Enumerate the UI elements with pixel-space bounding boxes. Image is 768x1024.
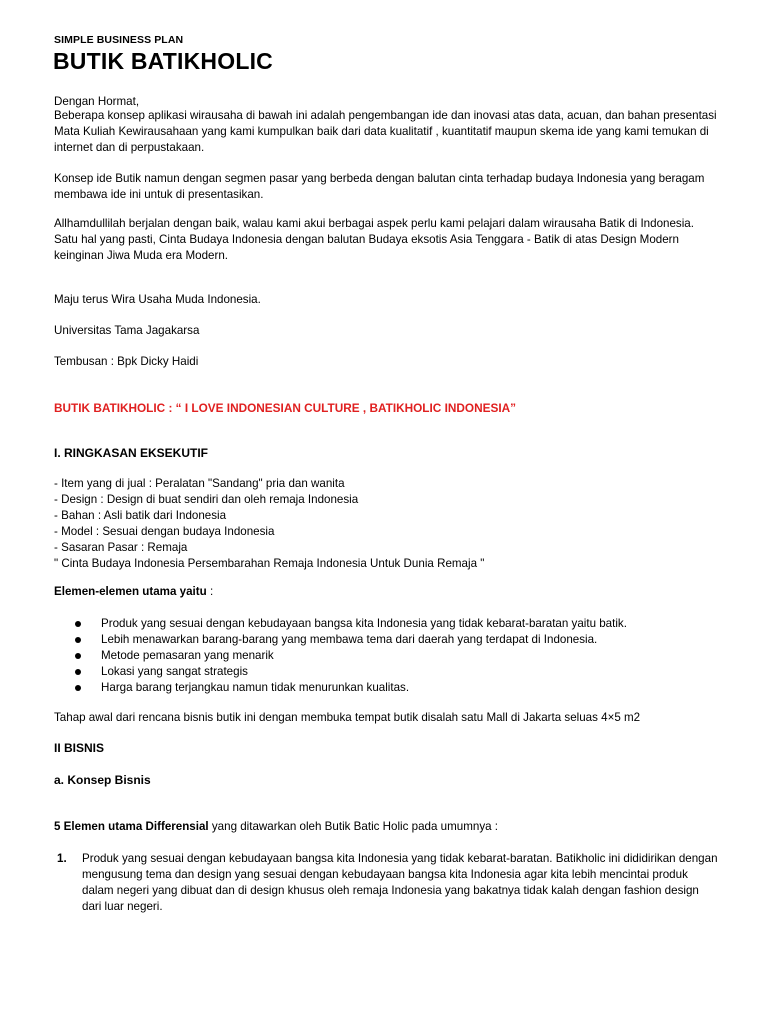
summary-item: - Item yang di jual : Peralatan "Sandang" pria dan wanita	[54, 477, 345, 490]
bullet-dot-icon	[75, 621, 81, 627]
bullet-text: Lebih menawarkan barang-barang yang membawa tema dari daerah yang terdapat di Indonesia.	[101, 633, 598, 646]
summary-item: - Model : Sesuai dengan budaya Indonesia	[54, 525, 275, 538]
paragraph-line: Konsep ide Butik namun dengan segmen pasar yang berbeda dengan balutan cinta terhadap budaya Indonesia yang beragam	[54, 172, 705, 185]
summary-item: - Sasaran Pasar : Remaja	[54, 541, 188, 554]
paragraph-line: membawa ide ini untuk di presentasikan.	[54, 188, 264, 201]
bullet-item	[73, 680, 627, 696]
bullet-item	[73, 616, 627, 632]
section-2-heading: II BISNIS	[54, 741, 105, 755]
item-line: Produk yang sesuai dengan kebudayaan bangsa kita Indonesia yang tidak kebarat-baratan. Batikholic ini dididirikan dengan	[82, 852, 718, 865]
differensial-line	[54, 819, 498, 835]
item-line: mengusung tema dan design yang sesuai dengan kebudayaan bangsa kita Indonesia agar kita lebih mencintai produk	[82, 868, 688, 881]
bullet-dot-icon	[75, 637, 81, 643]
paragraph-line: keinginan Jiwa Muda era Modern.	[54, 249, 229, 262]
bullet-text: Metode pemasaran yang menarik	[101, 649, 274, 662]
tagline: BUTIK BATIKHOLIC : “ I LOVE INDONESIAN CULTURE , BATIKHOLIC INDONESIA”	[54, 401, 517, 415]
bullet-item	[73, 648, 627, 664]
item-number: 1.	[57, 852, 67, 865]
bullet-item	[73, 632, 627, 648]
intro-paragraph-2	[54, 171, 722, 203]
numbered-item	[57, 851, 722, 915]
summary-item: " Cinta Budaya Indonesia Persembarahan Remaja Indonesia Untuk Dunia Remaja "	[54, 557, 485, 570]
paragraph-line: Mata Kuliah Kewirausahaan yang kami kumpulkan baik dari data kualitatif , kuantitatif maupun skema ide yang kami temukan di	[54, 125, 709, 138]
bullet-dot-icon	[75, 685, 81, 691]
elements-bullet-list	[73, 616, 627, 696]
item-line: dalam negeri yang dibuat dan di design khusus oleh remaja Indonesia yang bakatnya tidak kalah dengan fashion design	[82, 884, 699, 897]
elements-label: Elemen-elemen utama yaitu	[54, 585, 207, 598]
section-1-heading: I. RINGKASAN EKSEKUTIF	[54, 446, 209, 460]
greeting: Dengan Hormat,	[54, 95, 140, 108]
bullet-text: Harga barang terjangkau namun tidak menurunkan kualitas.	[101, 681, 410, 694]
bullet-dot-icon	[75, 669, 81, 675]
summary-list	[54, 476, 484, 572]
section-2-subheading: a. Konsep Bisnis	[54, 773, 151, 787]
differensial-label: 5 Elemen utama Differensial	[54, 820, 209, 833]
document-kicker: SIMPLE BUSINESS PLAN	[54, 34, 184, 46]
intro-paragraph-1	[54, 108, 722, 156]
cc-line: Tembusan : Bpk Dicky Haidi	[54, 355, 199, 368]
item-text	[82, 851, 722, 915]
paragraph-line: Allhamdullilah berjalan dengan baik, walau kami akui berbagai aspek perlu kami pelajari dalam wirausaha Batik di Indonesia.	[54, 217, 694, 230]
item-line: dari luar negeri.	[82, 900, 163, 913]
paragraph-line: Satu hal yang pasti, Cinta Budaya Indonesia dengan balutan Budaya eksotis Asia Tenggara - Batik di atas Design Modern	[54, 233, 679, 246]
closing-line: Maju terus Wira Usaha Muda Indonesia.	[54, 293, 261, 306]
plan-line: Tahap awal dari rencana bisnis butik ini dengan membuka tempat butik disalah satu Mall di Jakarta seluas 4×5 m2	[54, 711, 641, 724]
intro-paragraph-3	[54, 216, 722, 264]
summary-item: - Bahan : Asli batik dari Indonesia	[54, 509, 227, 522]
university-line: Universitas Tama Jagakarsa	[54, 324, 200, 337]
paragraph-line: internet dan di perpustakaan.	[54, 141, 205, 154]
elements-label-line	[54, 584, 213, 600]
elements-suffix: :	[206, 585, 214, 598]
bullet-text: Produk yang sesuai dengan kebudayaan bangsa kita Indonesia yang tidak kebarat-baratan yaitu batik.	[101, 617, 627, 630]
differensial-suffix: yang ditawarkan oleh Butik Batic Holic pada umumnya :	[208, 820, 499, 833]
paragraph-line: Beberapa konsep aplikasi wirausaha di bawah ini adalah pengembangan ide dan inovasi atas data, acuan, dan bahan presentasi	[54, 109, 717, 122]
bullet-item	[73, 664, 627, 680]
document-title: BUTIK BATIKHOLIC	[53, 48, 273, 74]
bullet-text: Lokasi yang sangat strategis	[101, 665, 248, 678]
summary-item: - Design : Design di buat sendiri dan oleh remaja Indonesia	[54, 493, 359, 506]
bullet-dot-icon	[75, 653, 81, 659]
